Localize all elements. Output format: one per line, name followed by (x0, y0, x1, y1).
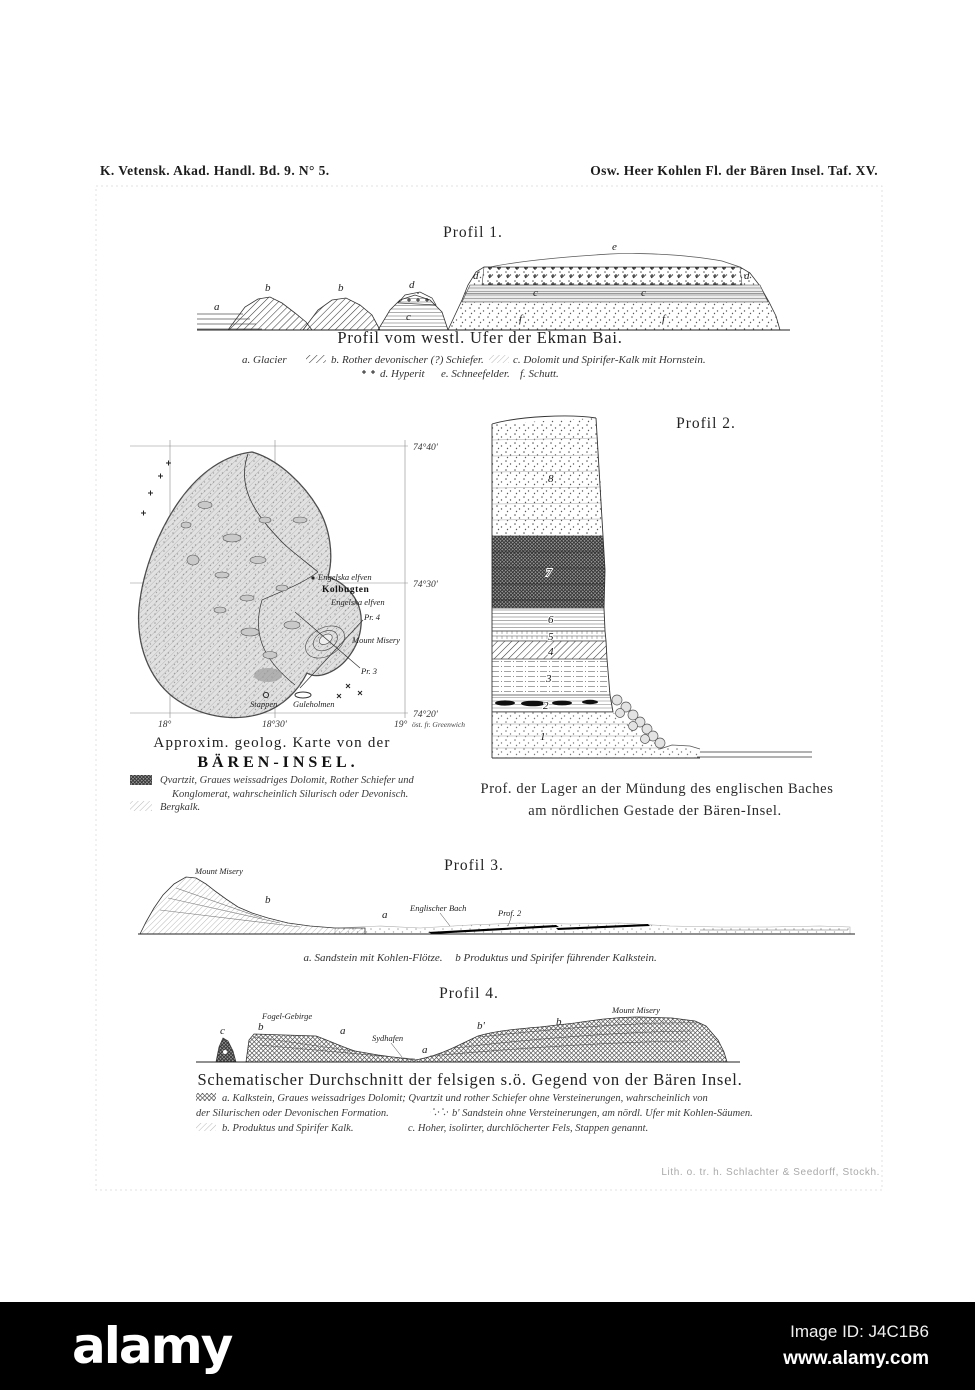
map-label-engelska-1: Engelska elfven (318, 572, 372, 582)
profil-2-section (481, 415, 834, 819)
profil-2-title: Profil 2. (676, 415, 736, 432)
image-id-text: Image ID: J4C1B6 (790, 1322, 929, 1341)
profil-4-title: Profil 4. (439, 985, 499, 1002)
profil-1-section (197, 224, 790, 380)
profil-4-label-b2: b (556, 1016, 562, 1028)
header-left: K. Vetensk. Akad. Handl. Bd. 9. N° 5. (100, 163, 330, 178)
profil-4-stappen-rock (216, 1038, 236, 1062)
profil-1-label-d3: d (744, 270, 750, 282)
legend-swatch-dolomit (489, 355, 509, 363)
map-label-engelska-2: Engelska elfven (331, 597, 385, 607)
profil-1-label-c2: c (533, 287, 538, 299)
profil-4-label-sydhafen: Sydhafen (372, 1033, 404, 1043)
lithographer-credit: Lith. o. tr. h. Schlachter & Seedorff, Stockh. (661, 1167, 880, 1178)
layer-label-8: 8 (548, 473, 554, 485)
profil-1-label-f1: f (519, 313, 523, 325)
alamy-logo: alamy (72, 1317, 232, 1375)
profil-1-label-a: a (214, 301, 220, 313)
profil-1-label-d2: d (473, 270, 479, 282)
map-lat-74-40: 74°40' (413, 443, 438, 453)
profil-1-legend-e: e. Schneefelder. (441, 368, 510, 380)
p4-legend-swatch-sandstein (430, 1108, 448, 1116)
islet-guleholmen (295, 692, 311, 698)
profil-4-label-fogel: Fogel-Gebirge (262, 1011, 313, 1021)
profil-4-legend-2b: b' Sandstein ohne Versteinerungen, am nördl. Ufer mit Kohlen-Säumen. (452, 1108, 753, 1119)
layer-label-7: 7 (546, 567, 552, 579)
map-label-guleholmen: Guleholmen (293, 699, 335, 709)
map-section (130, 440, 465, 813)
header-right: Osw. Heer Kohlen Fl. der Bären Insel. Taf. XV. (590, 163, 878, 178)
profil-3-mount-misery (140, 877, 365, 934)
map-lat-74-20: 74°20' (413, 710, 438, 720)
profil-1-legend-c: c. Dolomit und Spirifer-Kalk mit Hornstein. (513, 354, 706, 366)
profil-1-band-d (482, 267, 742, 285)
legend-swatch-schiefer (306, 355, 326, 363)
profil-1-caption: Profil vom westl. Ufer der Ekman Bai. (337, 328, 623, 347)
profil-4-label-mount-misery: Mount Misery (612, 1005, 660, 1015)
map-lat-74-30: 74°30' (413, 580, 438, 590)
profil-2-caption-2: am nördlichen Gestade der Bären-Insel. (528, 803, 782, 819)
profil-4-label-bprime: b' (477, 1020, 485, 1032)
map-lon-greenwich: öst. fr. Greenwich (412, 720, 466, 729)
bach-leader-line (440, 913, 450, 926)
profil-3-caption-a: a. Sandstein mit Kohlen-Flötze. (303, 952, 443, 964)
sydhafen-leader-line (391, 1043, 402, 1057)
profil-1-legend-f: f. Schutt. (520, 368, 559, 380)
map-legend-1a: Qvartzit, Graues weissadriges Dolomit, Rother Schiefer und (160, 775, 414, 786)
profil-1-label-f2: f (662, 313, 666, 325)
layer-label-3: 3 (546, 673, 552, 685)
map-label-pr3: Pr. 3 (361, 666, 378, 676)
profil-2-caption-1: Prof. der Lager an der Mündung des englischen Baches (480, 781, 834, 797)
map-label-pr4: Pr. 4 (364, 612, 381, 622)
map-legend-swatch-qvartzit (130, 775, 152, 785)
profil-4-legend-1: a. Kalkstein, Graues weissadriges Dolomit; Qvartzit und rother Schiefer ohne Versteinerungen, wahrscheinlich von (222, 1093, 708, 1104)
map-label-kolbugten: Kolbugten (322, 585, 370, 595)
profil-4-label-b1: b (258, 1021, 264, 1033)
map-lon-18-30: 18°30' (262, 720, 287, 730)
legend-swatch-hyperit (357, 369, 375, 377)
profil-1-legend-a: a. Glacier (242, 354, 287, 366)
profil-1-label-b1: b (265, 282, 271, 294)
map-lon-18: 18° (158, 720, 172, 730)
map-legend-2: Bergkalk. (160, 802, 201, 813)
layer-label-1: 1 (540, 731, 546, 743)
profil-1-hill-b2 (303, 298, 380, 330)
profil-4-caption: Schematischer Durchschnitt der felsigen s.ö. Gegend von der Bären Insel. (197, 1070, 743, 1089)
profil-4-label-c: c (220, 1025, 225, 1037)
p4-legend-swatch-kalk (196, 1123, 216, 1131)
profil-1-label-b2: b (338, 282, 344, 294)
island-dark-patch (254, 668, 282, 682)
profil-4-label-a1: a (340, 1025, 346, 1037)
profil-4-label-a2: a (422, 1044, 428, 1056)
profil-1-label-d1: d (409, 279, 415, 291)
alamy-url-text: www.alamy.com (783, 1348, 929, 1369)
layer-1 (492, 712, 700, 758)
map-title-line1: Approxim. geolog. Karte von der (153, 735, 391, 751)
profil-3-label-prof2: Prof. 2 (498, 908, 522, 918)
profil-3-label-a: a (382, 909, 388, 921)
layer-label-6: 6 (548, 614, 554, 626)
profil-1-legend-b: b. Rother devonischer (?) Schiefer. (331, 354, 484, 366)
p4-legend-swatch-kalkstein (196, 1093, 216, 1101)
profil-4-legend-3a: b. Produktus und Spirifer Kalk. (222, 1123, 354, 1134)
alamy-meta (783, 1322, 929, 1370)
stappen-hole (223, 1050, 227, 1054)
profil-4-legend-3b: c. Hoher, isolirter, durchlöcherter Fels, Stappen genannt. (408, 1123, 649, 1134)
profil-3-label-bach: Englischer Bach (410, 903, 467, 913)
layer-label-5: 5 (548, 631, 554, 643)
profil-1-title: Profil 1. (443, 224, 503, 241)
map-legend-1b: Konglomerat, wahrscheinlich Silurisch oder Devonisch. (172, 789, 409, 800)
settlement-dot (311, 576, 314, 579)
profil-3-label-mount-misery: Mount Misery (195, 866, 243, 876)
profil-1-label-c1: c (406, 311, 411, 323)
profil-1-snowfield-e (490, 253, 740, 267)
layer-label-2: 2 (543, 700, 549, 712)
profil-1-hill-b1 (228, 297, 312, 330)
map-legend-swatch-bergkalk (130, 801, 152, 811)
profil-4-section (196, 985, 753, 1134)
profil-3-label-b: b (265, 894, 271, 906)
profil-1-label-e: e (612, 241, 617, 253)
profil-3-title: Profil 3. (444, 857, 504, 874)
profil-4-legend-2a: der Silurischen oder Devonischen Formation. (196, 1108, 389, 1119)
profil-3-caption-b: b Produktus und Spirifer führender Kalkstein. (455, 952, 657, 964)
profil-1-hyperit-cap (398, 292, 436, 305)
profil-1-label-c3: c (641, 287, 646, 299)
alamy-watermark-bar (0, 1302, 975, 1390)
profil-1-legend-d: d. Hyperit (380, 368, 425, 380)
map-title-line2: BÄREN-INSEL. (197, 754, 359, 771)
map-label-mount-misery: Mount Misery (352, 635, 400, 645)
map-label-stappen: Stappen (250, 699, 278, 709)
map-lon-19: 19° (394, 720, 408, 730)
profil-3-section (138, 857, 855, 964)
layer-label-4: 4 (548, 646, 554, 658)
